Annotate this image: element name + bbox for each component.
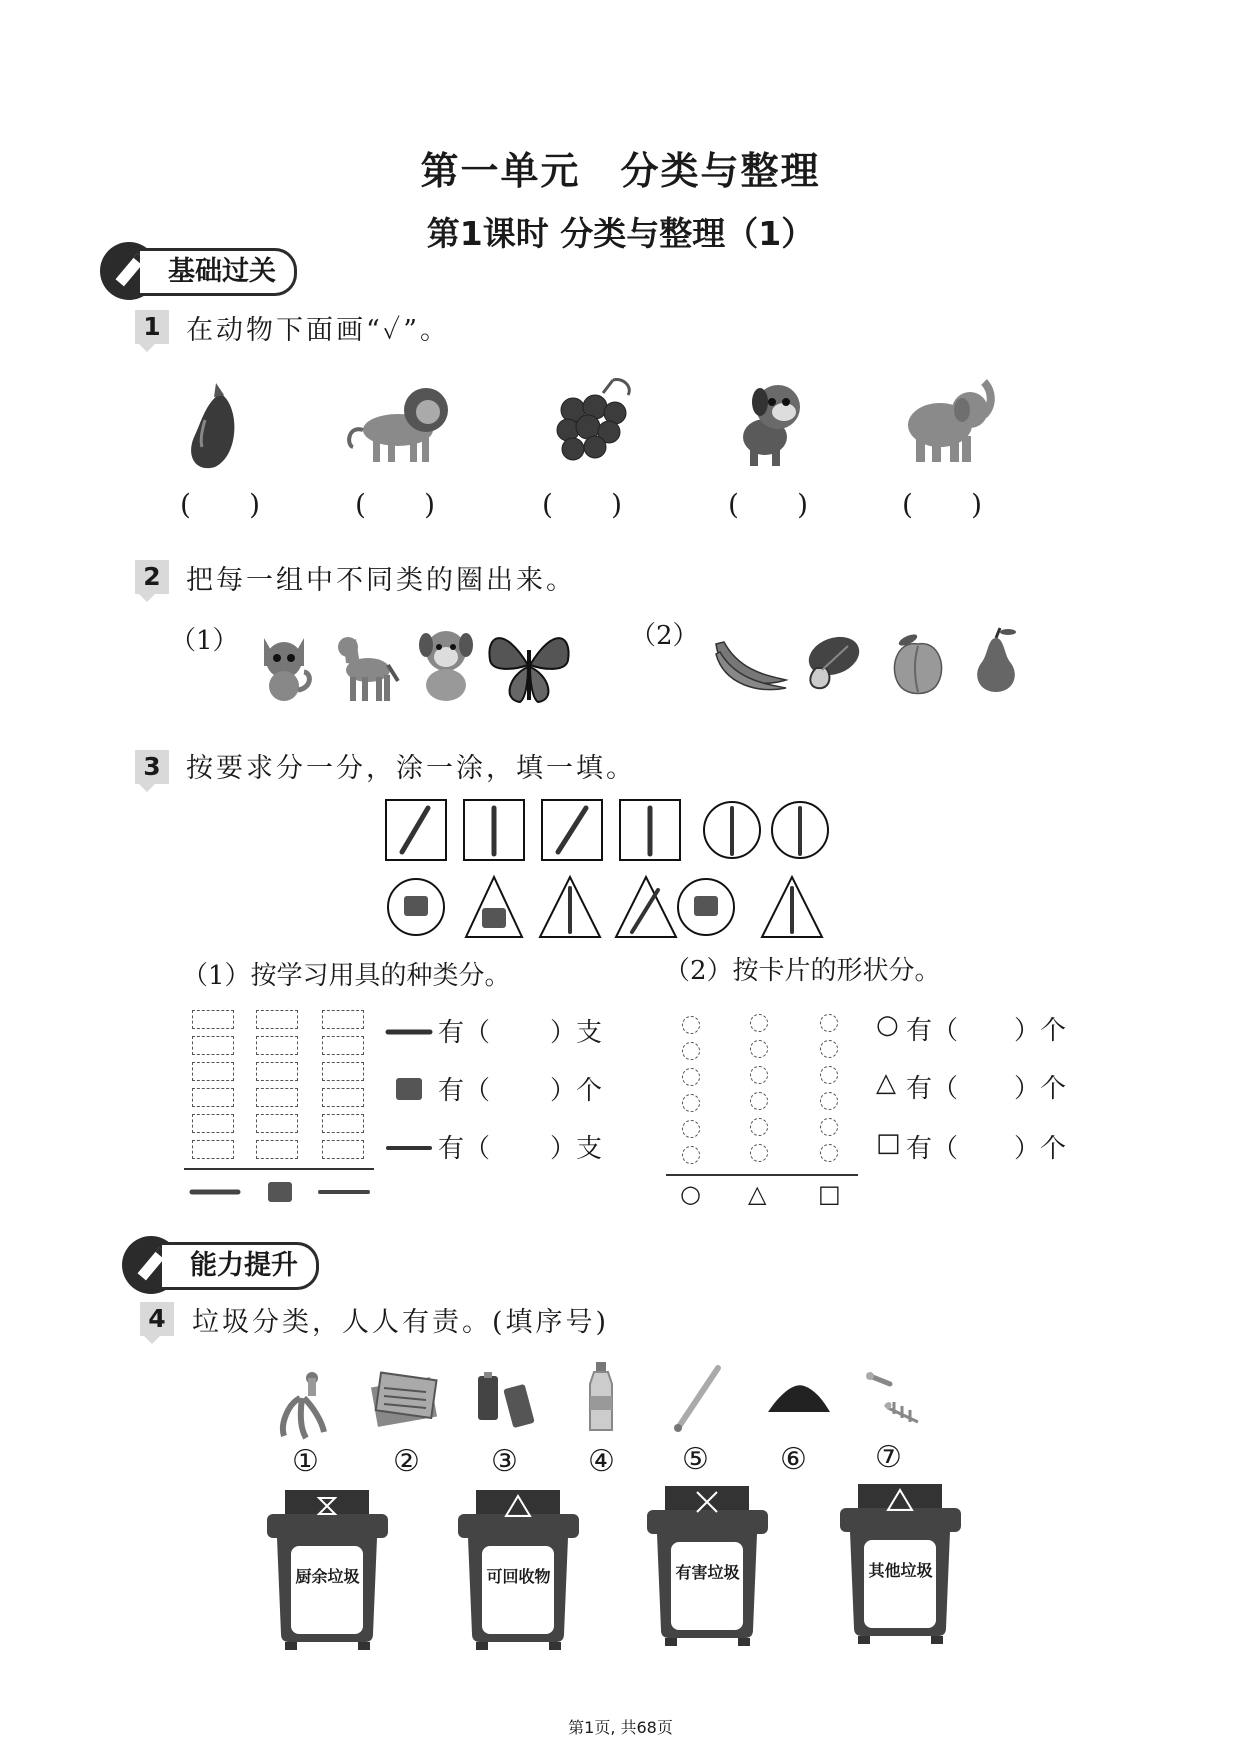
question-3-number: 3 [135,750,169,784]
question-4-number: 4 [140,1302,174,1336]
question-4-text: 垃圾分类，人人有责。(填序号) [192,1307,610,1338]
item-number-4: ④ [588,1444,615,1479]
item-number-5: ⑤ [682,1442,709,1477]
sharpener-count-unit: ）个 [550,1076,603,1106]
q3-sub2-text: （2）按卡片的形状分。 [664,956,941,986]
pen-count-prefix: 有（ [438,1134,491,1164]
answer-blank-4[interactable]: ( ) [728,488,808,521]
question-2-number: 2 [135,560,169,594]
cat-icon [252,628,317,706]
cabbage-icon [796,628,866,698]
triangle-count-prefix: 有（ [906,1074,959,1104]
dog-sitting-icon [412,625,480,705]
lesson-subtitle: 第1课时 分类与整理（1） [426,214,815,253]
bin-label-hazardous: 有害垃圾 [675,1563,740,1582]
pencil-icon [384,1022,434,1042]
puppy-icon [720,372,820,472]
triangle-count-unit: ）个 [1014,1074,1067,1104]
answer-blank-5[interactable]: ( ) [902,488,982,521]
bin-label-other: 其他垃圾 [868,1561,933,1580]
circle-symbol: ○ [876,1010,899,1040]
horse-icon [326,625,406,705]
triangle-symbol: △ [876,1068,896,1098]
grapes-icon [543,375,643,470]
section-basic-title: 基础过关 [140,248,297,296]
fish-bone-icon [860,1362,926,1434]
question-1-text: 在动物下面画“✓”。 [186,315,451,346]
circle-count-unit: ）个 [1014,1016,1067,1046]
stationery-cards [380,792,840,942]
question-3-text: 按要求分一分，涂一涂，填一填。 [186,753,636,784]
item-number-3: ③ [491,1444,518,1479]
circle-count-prefix: 有（ [906,1016,959,1046]
unit-title: 第一单元 分类与整理 [420,149,821,193]
bin-kitchen-waste[interactable] [265,1488,390,1650]
square-count-unit: ）个 [1014,1134,1067,1164]
banana-icon [710,632,790,694]
sharpener-count-prefix: 有（ [438,1076,491,1106]
elephant-icon [892,370,1002,470]
pencil-count-prefix: 有（ [438,1018,491,1048]
question-1-number: 1 [135,310,169,344]
shape-graph: ○ △ □ [670,1010,860,1210]
plastic-bottle-icon [580,1360,624,1436]
batteries-icon [472,1370,546,1432]
section-advanced-title: 能力提升 [162,1242,319,1290]
stationery-graph [190,1010,390,1180]
q3-sub1-text: （1）按学习用具的种类分。 [182,961,511,991]
item-number-7: ⑦ [875,1440,902,1475]
stationery-axis-icons [188,1178,388,1208]
peach-icon [886,630,950,698]
bin-label-kitchen: 厨余垃圾 [295,1567,360,1586]
soil-pile-icon [764,1372,834,1422]
group-1-label: （1） [170,626,239,656]
page-footer: 第1页, 共68页 [568,1718,673,1737]
banana-peel-icon [270,1368,332,1440]
bin-recyclable[interactable] [456,1488,581,1650]
item-number-6: ⑥ [780,1442,807,1477]
sharpener-icon [392,1072,426,1106]
lion-icon [338,375,458,470]
bin-label-recyclable: 可回收物 [486,1567,551,1586]
eggplant-icon [180,375,250,475]
newspaper-stack-icon [368,1366,442,1432]
thermometer-icon [668,1362,728,1436]
butterfly-icon [484,620,574,710]
section-basic-banner [100,248,320,294]
pear-icon [966,624,1024,696]
item-number-1: ① [292,1444,319,1479]
pen-icon [384,1138,434,1158]
answer-blank-2[interactable]: ( ) [355,488,435,521]
bin-hazardous[interactable] [645,1484,770,1646]
item-number-2: ② [393,1444,420,1479]
square-symbol: □ [876,1128,901,1158]
section-advanced-banner [122,1242,342,1288]
question-2-text: 把每一组中不同类的圈出来。 [186,565,576,596]
square-count-prefix: 有（ [906,1134,959,1164]
pencil-count-unit: ）支 [550,1018,603,1048]
bin-other-waste[interactable] [838,1482,963,1644]
group-2-label: （2） [630,621,699,651]
pen-count-unit: ）支 [550,1134,603,1164]
answer-blank-3[interactable]: ( ) [542,488,622,521]
answer-blank-1[interactable]: ( ) [180,488,260,521]
